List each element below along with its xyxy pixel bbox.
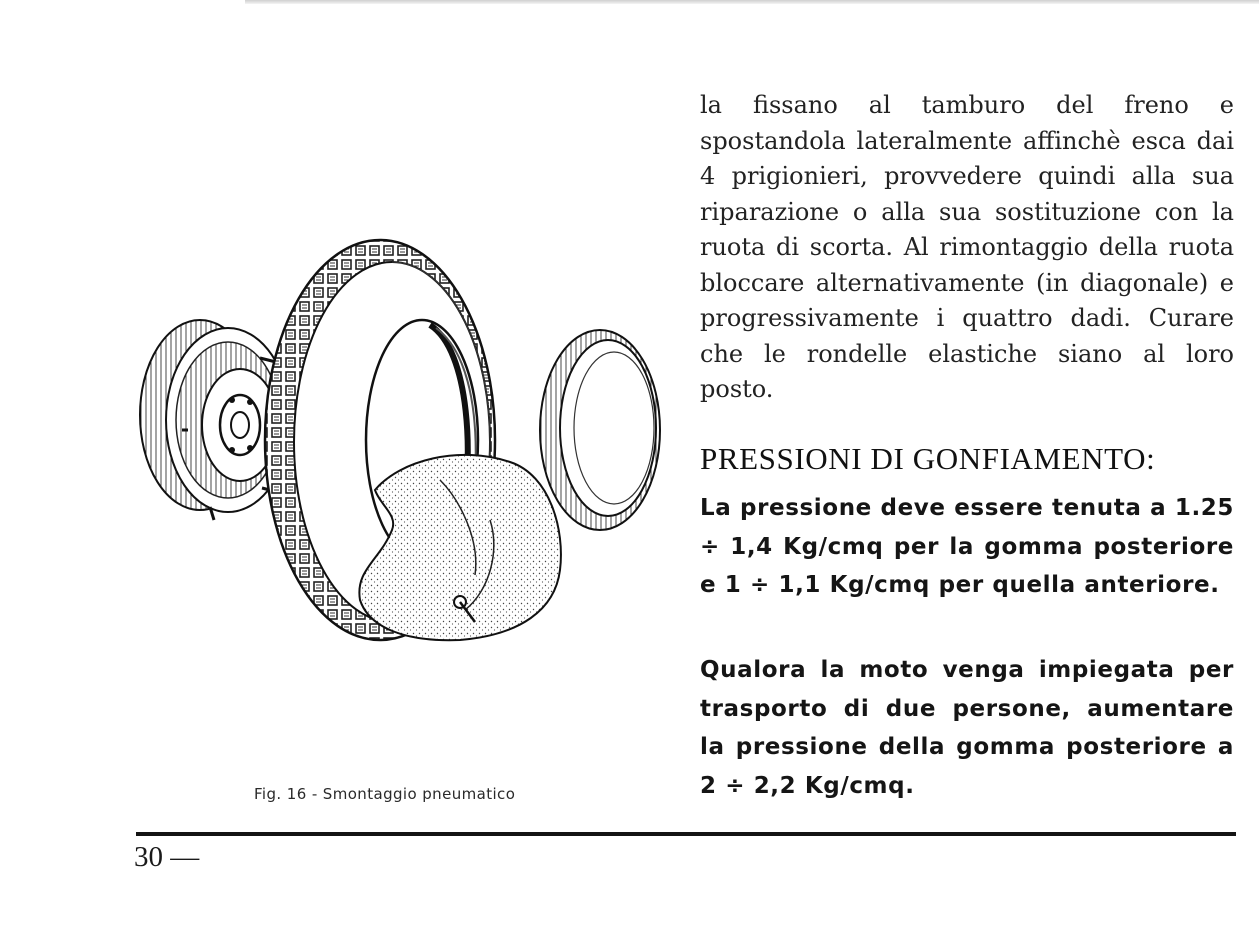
- body-paragraph-continuation: la fissano al tamburo del freno e spostandola lateralmente affinchè esca dai 4 prigionieri, provvedere quindi alla sua riparazione o alla sua sostituzione con la ruota di scorta. Al rimontaggio della ruota bloccare alternativamente (in diagonale) e progressivamente i quattro dadi. Curare che le rondelle elastiche siano al loro posto.: [700, 91, 1234, 403]
- figure-caption: Fig. 16 - Smontaggio pneumatico: [254, 785, 516, 803]
- page-number: 30 —: [134, 841, 200, 873]
- footer-rule: [136, 832, 1236, 836]
- page-top-edge: [245, 0, 1259, 4]
- rim-ring-drawing: [540, 330, 660, 530]
- passenger-pressure-paragraph: Qualora la moto venga impiegata per trasporto di due persone, aumentare la pressione della gomma posteriore a 2 ÷ 2,2 Kg/cmq.: [700, 657, 1234, 799]
- pressure-paragraph: La pressione deve essere tenuta a 1.25 ÷ 1,4 Kg/cmq per la gomma posteriore e 1 ÷ 1,1 Kg/cmq per quella anteriore.: [700, 495, 1234, 598]
- section-heading: PRESSIONI DI GONFIAMENTO:: [700, 441, 1156, 476]
- tire-disassembly-illustration: [130, 230, 690, 670]
- hand-drawing: [359, 455, 561, 640]
